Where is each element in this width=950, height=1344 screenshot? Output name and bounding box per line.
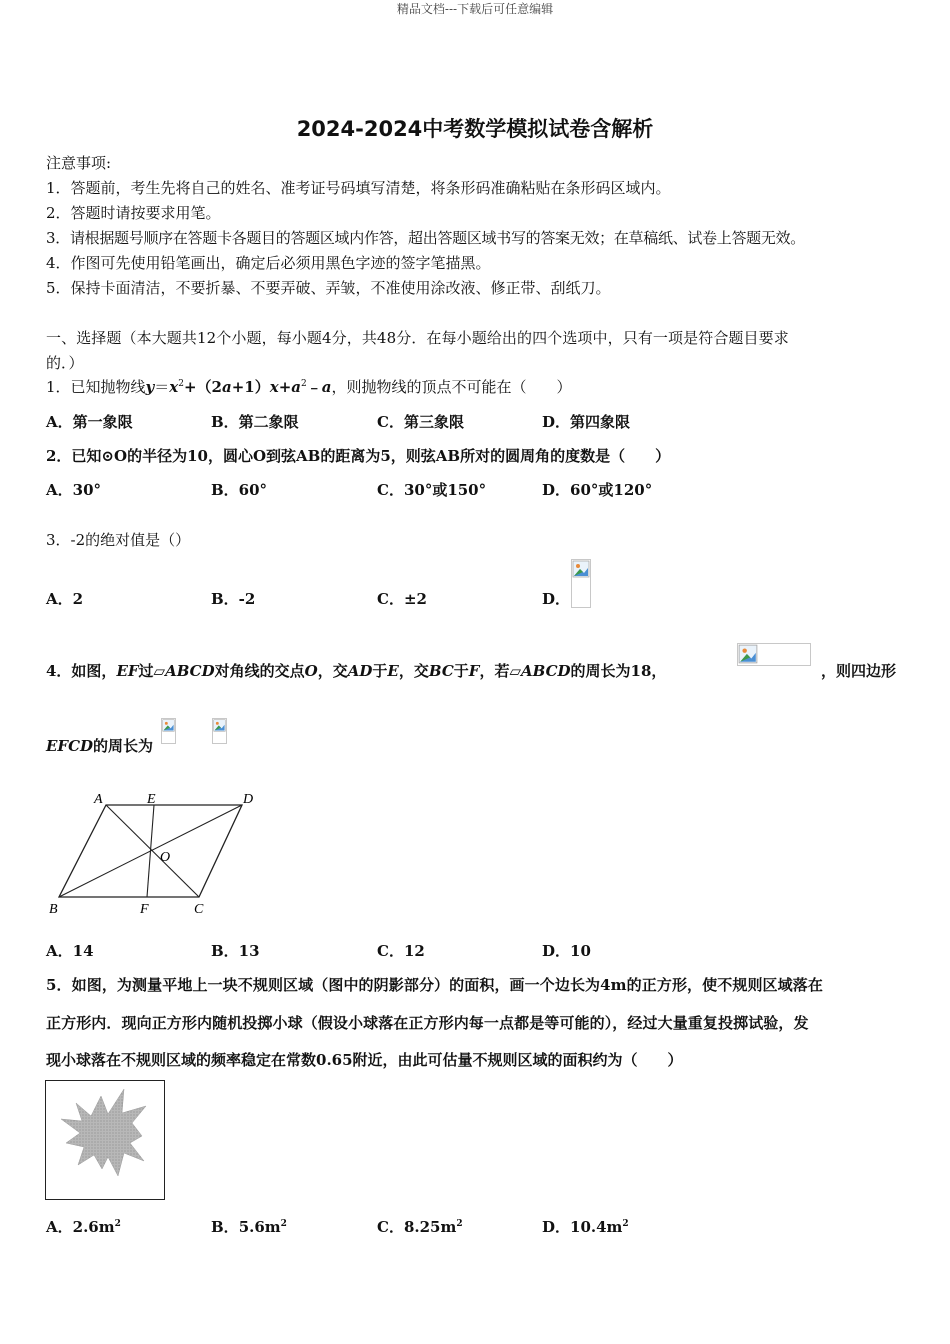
question-5-line3: 现小球落在不规则区域的频率稳定在常数0.65附近，由此可估量不规则区域的面积约为（ ）	[46, 1051, 683, 1069]
q2-option-b: B．60°	[211, 481, 268, 499]
q5-option-c: C．$8.25m^2$	[377, 1218, 463, 1236]
page-header: 精品文档---下载后可任意编辑	[396, 2, 554, 16]
label-e: E	[147, 792, 156, 807]
notice-item-4: 4．作图可先使用铅笔画出，确定后必须用黑色字迹的签字笔描黑。	[46, 254, 491, 272]
q2-option-d: D．60°或120°	[542, 481, 653, 499]
q4-option-c: C．12	[377, 942, 425, 960]
q3-option-d: D．	[542, 590, 571, 608]
q5-option-b: B．$5.6m^2$	[211, 1218, 287, 1236]
question-4-line1-end: ，则四边形	[821, 662, 897, 680]
irregular-region	[46, 1081, 164, 1199]
notice-heading: 注意事项:	[46, 154, 112, 172]
broken-image-icon	[571, 559, 591, 608]
label-c: C	[194, 902, 204, 917]
q1-option-d: D．第四象限	[542, 413, 631, 431]
notice-item-1: 1．答题前，考生先将自己的姓名、准考证号码填写清楚，将条形码准确粘贴在条形码区域内。	[46, 179, 671, 197]
question-4-line2: EFCD的周长为	[46, 737, 154, 755]
q4-option-a: A．14	[46, 942, 94, 960]
question-5-line1: 5．如图，为测量平地上一块不规则区域（图中的阴影部分）的面积，画一个边长为4m的正方形，使不规则区域落在	[46, 976, 823, 994]
q3-option-c: C．±2	[377, 590, 427, 608]
label-o: O	[160, 850, 171, 865]
broken-image-icon	[161, 718, 176, 744]
q3-option-a: A．2	[46, 590, 84, 608]
question-3: 3．-2的绝对值是（）	[46, 531, 191, 549]
page-title: 2024-2024中考数学模拟试卷含解析	[296, 117, 654, 141]
question-1: 1．已知抛物线$y=x^2+(2a+1)x+a^2﹣a$，则抛物线的顶点不可能在（ ）	[46, 378, 572, 396]
q1-option-a: A．第一象限	[46, 413, 133, 431]
q5-option-a: A．$2.6m^2$	[46, 1218, 121, 1236]
q1-option-c: C．第三象限	[377, 413, 464, 431]
q3-option-b: B．-2	[211, 590, 256, 608]
q2-option-c: C．30°或150°	[377, 481, 487, 499]
notice-item-5: 5．保持卡面清洁，不要折暴、不要弄破、弄皱，不准使用涂改液、修正带、刮纸刀。	[46, 279, 611, 297]
question-2: 2．已知⊙O的半径为10，圆心O到弦AB的距离为5，则弦AB所对的圆周角的度数是（ ）	[46, 447, 671, 465]
section-heading-line1: 一、选择题（本大题共12个小题，每小题4分，共48分．在每小题给出的四个选项中，只有一项是符合题目要求	[46, 329, 789, 347]
label-d: D	[243, 792, 254, 807]
section-heading-line2: 的．）	[46, 354, 84, 372]
broken-image-icon	[737, 643, 811, 666]
parallelogram-figure	[44, 786, 264, 921]
question-5-line2: 正方形内．现向正方形内随机投掷小球（假设小球落在正方形内每一点都是等可能的），经过大量重复投掷试验，发	[46, 1014, 809, 1032]
q2-option-a: A．30°	[46, 481, 102, 499]
label-b: B	[49, 902, 58, 917]
notice-item-2: 2．答题时请按要求用笔。	[46, 204, 221, 222]
q1-option-b: B．第二象限	[211, 413, 299, 431]
q4-option-d: D．10	[542, 942, 591, 960]
q4-option-b: B．13	[211, 942, 260, 960]
notice-item-3: 3．请根据题号顺序在答题卡各题目的答题区域内作答，超出答题区域书写的答案无效；在草稿纸、试卷上答题无效。	[46, 229, 805, 247]
broken-image-icon	[212, 718, 227, 744]
square-region-figure	[45, 1080, 165, 1200]
question-4-line1: 4．如图，EF过▱ABCD对角线的交点O，交AD于E，交BC于F，若▱ABCD的周长为18，	[46, 662, 667, 680]
label-a: A	[94, 792, 103, 807]
q5-option-d: D．$10.4m^2$	[542, 1218, 629, 1236]
label-f: F	[140, 902, 149, 917]
